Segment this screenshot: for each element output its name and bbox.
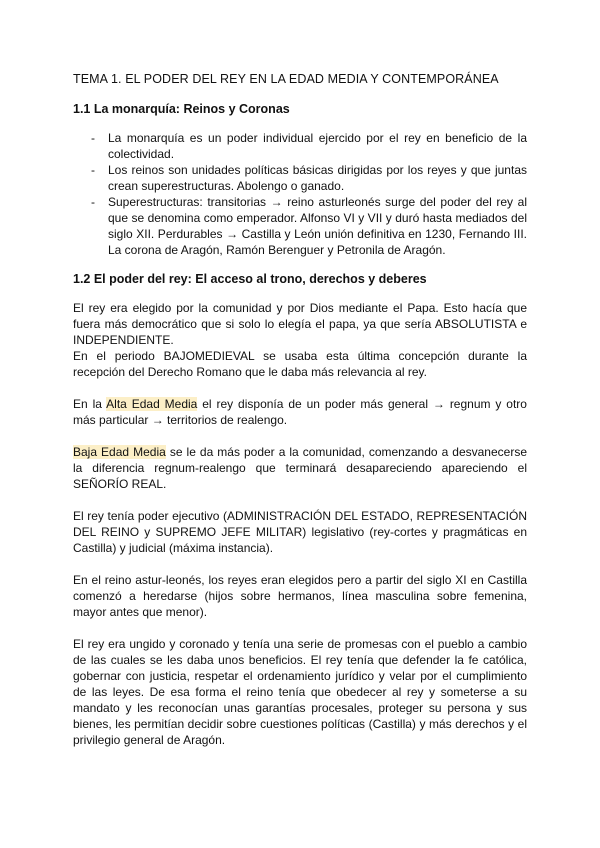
list-item-text: La monarquía es un poder individual ejercido por el rey en beneficio de la colectividad. xyxy=(108,131,527,161)
bullet-dash: - xyxy=(91,131,95,145)
paragraph-election: El rey era elegido por la comunidad y por Dios mediante el Papa. Esto hacía que fuera más democrático que si solo lo elegía el papa, ya que sería ABSOLUTISTA e INDEPENDIENTE. xyxy=(73,301,527,347)
section-1-list xyxy=(73,130,527,258)
bullet-dash: - xyxy=(91,163,95,177)
text-run: el rey disponía de un poder más general → regnum y otro más particular → territorios de realengo. xyxy=(73,397,527,427)
paragraph-astur-leones: En el reino astur-leonés, los reyes eran elegidos pero a partir del siglo XI en Castilla comenzó a heredarse (hijos sobre hermanos, línea masculina sobre femenina, mayor antes que menor). xyxy=(73,573,527,619)
highlighted-term-alta-edad-media: Alta Edad Media xyxy=(106,397,198,411)
list-item xyxy=(73,162,527,194)
paragraph-baja-edad-media xyxy=(73,444,527,492)
bullet-dash: - xyxy=(91,195,95,209)
section-2-heading: 1.2 El poder del rey: El acceso al trono, derechos y deberes xyxy=(73,272,427,286)
section-1-heading: 1.1 La monarquía: Reinos y Coronas xyxy=(73,102,290,116)
paragraph-bajomedieval: En el periodo BAJOMEDIEVAL se usaba esta última concepción durante la recepción del Derecho Romano que le daba más relevancia al rey. xyxy=(73,349,527,379)
highlighted-term-baja-edad-media: Baja Edad Media xyxy=(73,445,166,459)
paragraph-alta-edad-media xyxy=(73,396,527,428)
document-page xyxy=(73,72,527,764)
list-item xyxy=(73,194,527,258)
list-item xyxy=(73,130,527,162)
text-run: En la xyxy=(73,397,107,411)
text-run: se le da más poder a la comunidad, comenzando a desvanecerse la diferencia regnum-realengo que terminará desapareciendo apareciendo el SEÑORÍO REAL. xyxy=(73,445,527,491)
list-item-text: Los reinos son unidades políticas básicas dirigidas por los reyes y que juntas crean superestructuras. Abolengo o ganado. xyxy=(108,163,527,193)
list-item-text: Superestructuras: transitorias → reino asturleonés surge del poder del rey al que se denomina como emperador. Alfonso VI y VII y duró hasta mediados del siglo XII. Perdurables → Castilla y León unión definitiva en 1230, Fernando III. La corona de Aragón, Ramón Berenguer y Petronila de Aragón. xyxy=(108,195,527,257)
document-title: TEMA 1. EL PODER DEL REY EN LA EDAD MEDIA Y CONTEMPORÁNEA xyxy=(73,72,499,86)
paragraph-ungido: El rey era ungido y coronado y tenía una serie de promesas con el pueblo a cambio de las cuales se les daba unos beneficios. El rey tenía que defender la fe católica, gobernar con justicia, respetar el ordenamiento jurídico y velar por el cumplimiento de las leyes. De esa forma el reino tenía que obedecer al rey y someterse a su mandato y les reconocían unas garantías procesales, proteger su persona y sus bienes, les permitían decidir sobre cuestiones políticas (Castilla) y más derechos y el privilegio general de Aragón. xyxy=(73,637,527,747)
paragraph-powers: El rey tenía poder ejecutivo (ADMINISTRACIÓN DEL ESTADO, REPRESENTACIÓN DEL REINO y SUPREMO JEFE MILITAR) legislativo (rey-cortes y pragmáticas en Castilla) y judicial (máxima instancia). xyxy=(73,509,527,555)
